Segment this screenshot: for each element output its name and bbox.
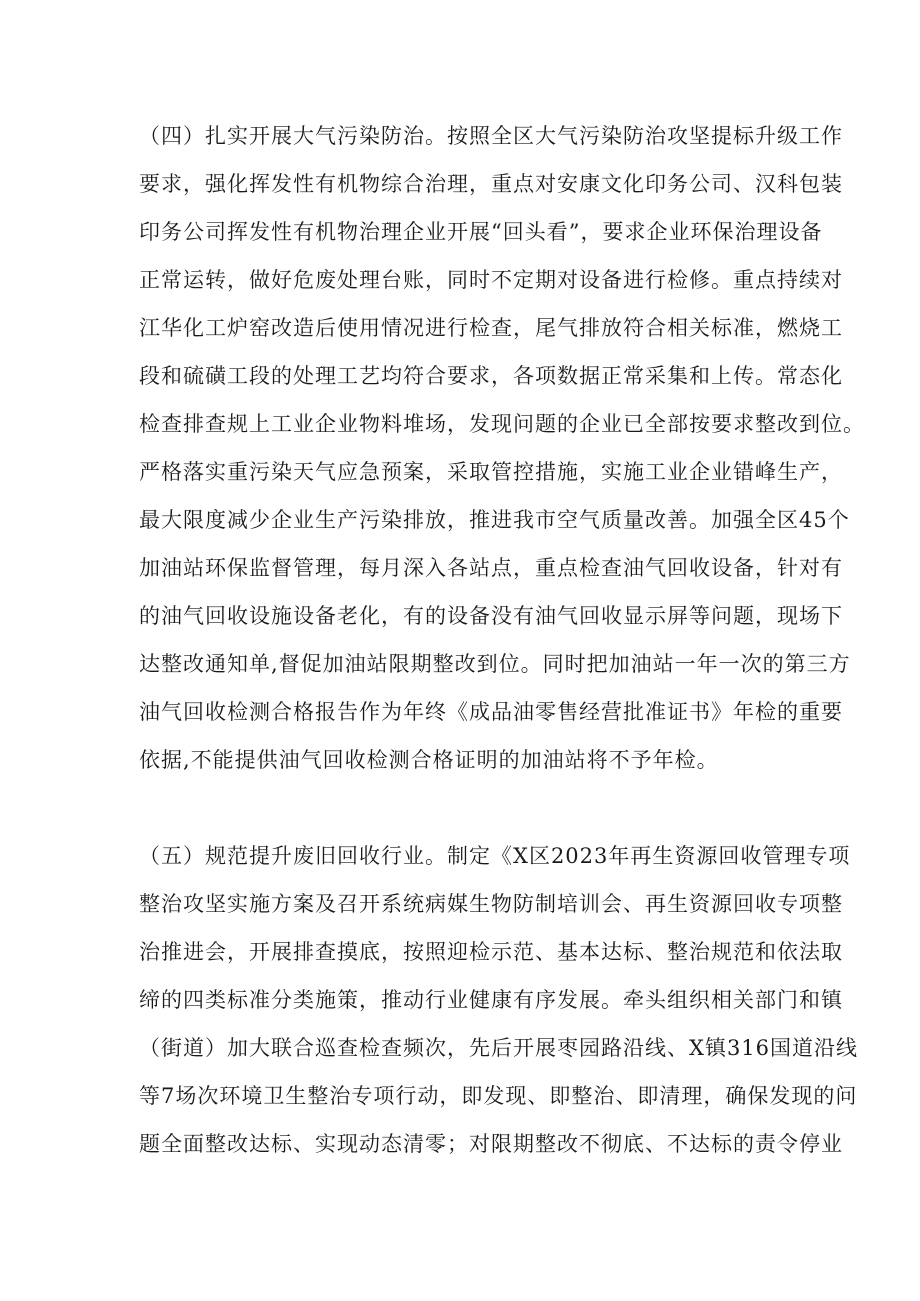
paragraph-line: 依据,不能提供油气回收检测合格证明的加油站将不予年检。 (139, 748, 719, 772)
paragraph-line: 要求，强化挥发性有机物综合治理，重点对安康文化印务公司、汉科包装 (139, 172, 843, 196)
paragraph-line: （四）扎实开展大气污染防治。按照全区大气污染防治攻坚提标升级工作 (139, 124, 843, 148)
paragraph-line: 加油站环保监督管理，每月深入各站点，重点检查油气回收设备，针对有 (139, 556, 843, 580)
paragraph-line: 达整改通知单,督促加油站限期整改到位。同时把加油站一年一次的第三方 (139, 652, 851, 676)
paragraph-line: 油气回收检测合格报告作为年终《成品油零售经营批准证书》年检的重要 (139, 700, 843, 724)
paragraph-line: 正常运转，做好危废处理台账，同时不定期对设备进行检修。重点持续对 (139, 268, 843, 292)
paragraph-line: 严格落实重污染天气应急预案，采取管控措施，实施工业企业错峰生产， (139, 460, 843, 484)
paragraph-line: 段和硫磺工段的处理工艺均符合要求，各项数据正常采集和上传。常态化 (139, 364, 843, 388)
paragraph-line: 检查排查规上工业企业物料堆场，发现问题的企业已全部按要求整改到位。 (139, 412, 865, 436)
paragraph-line: 最大限度减少企业生产污染排放，推进我市空气质量改善。加强全区45个 (139, 508, 850, 532)
paragraph-line: 江华化工炉窑改造后使用情况进行检查，尾气排放符合相关标准，燃烧工 (139, 316, 843, 340)
paragraph-line: 整治攻坚实施方案及召开系统病媒生物防制培训会、再生资源回收专项整 (139, 892, 843, 916)
paragraph-line: 的油气回收设施设备老化，有的设备没有油气回收显示屏等问题，现场下 (139, 604, 843, 628)
paragraph-line: 等7场次环境卫生整治专项行动，即发现、即整治、即清理，确保发现的问 (139, 1084, 858, 1108)
paragraph-line: （五）规范提升废旧回收行业。制定《X区2023年再生资源回收管理专项 (139, 844, 851, 868)
paragraph-line: 治推进会，开展排查摸底，按照迎检示范、基本达标、整治规范和依法取 (139, 940, 843, 964)
paragraph-line: 印务公司挥发性有机物治理企业开展“回头看”，要求企业环保治理设备 (139, 220, 823, 244)
paragraph-line: 题全面整改达标、实现动态清零；对限期整改不彻底、不达标的责令停业 (139, 1132, 843, 1156)
paragraph-line: （街道）加大联合巡查检查频次，先后开展枣园路沿线、X镇316国道沿线 (139, 1036, 859, 1060)
paragraph-line: 缔的四类标准分类施策，推动行业健康有序发展。牵头组织相关部门和镇 (139, 988, 843, 1012)
